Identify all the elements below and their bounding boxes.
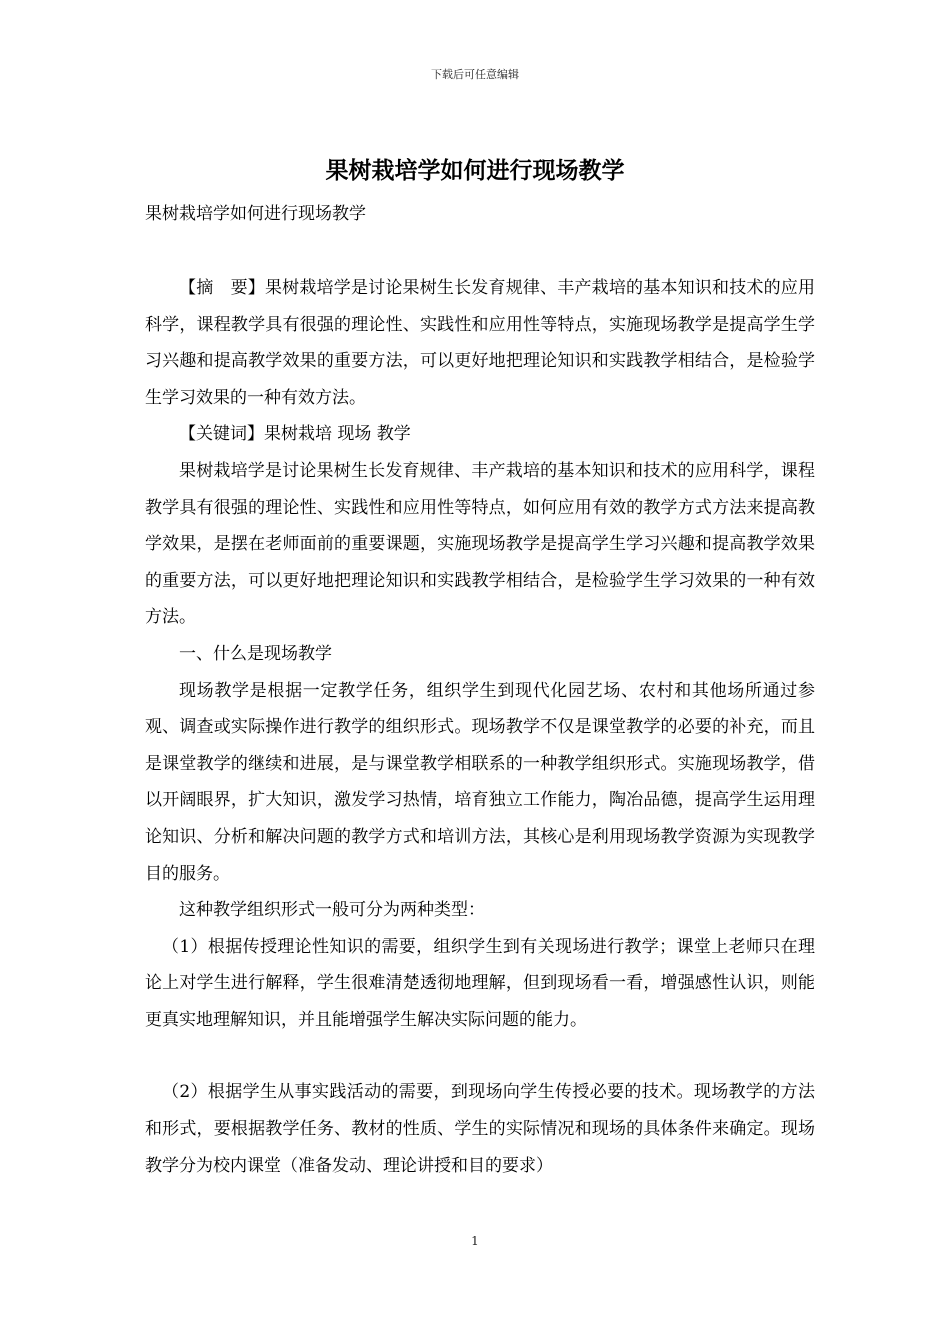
document-body xyxy=(145,270,815,1184)
page-number: 1 xyxy=(471,1234,479,1248)
intro-paragraph: 果树栽培学是讨论果树生长发育规律、丰产栽培的基本知识和技术的应用科学，课程教学具有很强的理论性、实践性和应用性等特点，如何应用有效的教学方式方法来提高教学效果，是摆在老师面前的重要课题，实施现场教学是提高学生学习兴趣和提高教学效果的重要方法，可以更好地把理论知识和实践教学相结合，是检验学生学习效果的一种有效方法。 xyxy=(145,460,815,628)
types-intro-paragraph: 这种教学组织形式一般可分为两种类型： xyxy=(179,900,485,921)
section-heading: 一、什么是现场教学 xyxy=(179,643,332,664)
type-2-paragraph: （2）根据学生从事实践活动的需要，到现场向学生传授必要的技术。现场教学的方法和形式，要根据教学任务、教材的性质、学生的实际情况和现场的具体条件来确定。现场教学分为校内课堂（准备发动、理论讲授和目的要求） xyxy=(145,1082,815,1176)
document-subtitle: 果树栽培学如何进行现场教学 xyxy=(145,204,366,224)
type-1-paragraph: （1）根据传授理论性知识的需要，组织学生到有关现场进行教学；课堂上老师只在理论上对学生进行解释，学生很难清楚透彻地理解，但到现场看一看，增强感性认识，则能更真实地理解知识，并且能增强学生解决实际问题的能力。 xyxy=(145,936,815,1030)
abstract-paragraph: 【摘 要】果树栽培学是讨论果树生长发育规律、丰产栽培的基本知识和技术的应用科学，课程教学具有很强的理论性、实践性和应用性等特点，实施现场教学是提高学生学习兴趣和提高教学效果的重要方法，可以更好地把理论知识和实践教学相结合，是检验学生学习效果的一种有效方法。 xyxy=(145,278,815,408)
keywords-paragraph: 【关键词】果树栽培 现场 教学 xyxy=(179,424,411,445)
section-paragraph: 现场教学是根据一定教学任务，组织学生到现代化园艺场、农村和其他场所通过参观、调查或实际操作进行教学的组织形式。现场教学不仅是课堂教学的必要的补充，而且是课堂教学的继续和进展，是与课堂教学相联系的一种教学组织形式。实施现场教学，借以开阔眼界，扩大知识，激发学习热情，培育独立工作能力，陶冶品德，提高学生运用理论知识、分析和解决问题的教学方式和培训方法，其核心是利用现场教学资源为实现教学目的服务。 xyxy=(145,680,815,884)
document-title: 果树栽培学如何进行现场教学 xyxy=(325,157,625,184)
page-header-note: 下载后可任意编辑 xyxy=(431,68,519,81)
